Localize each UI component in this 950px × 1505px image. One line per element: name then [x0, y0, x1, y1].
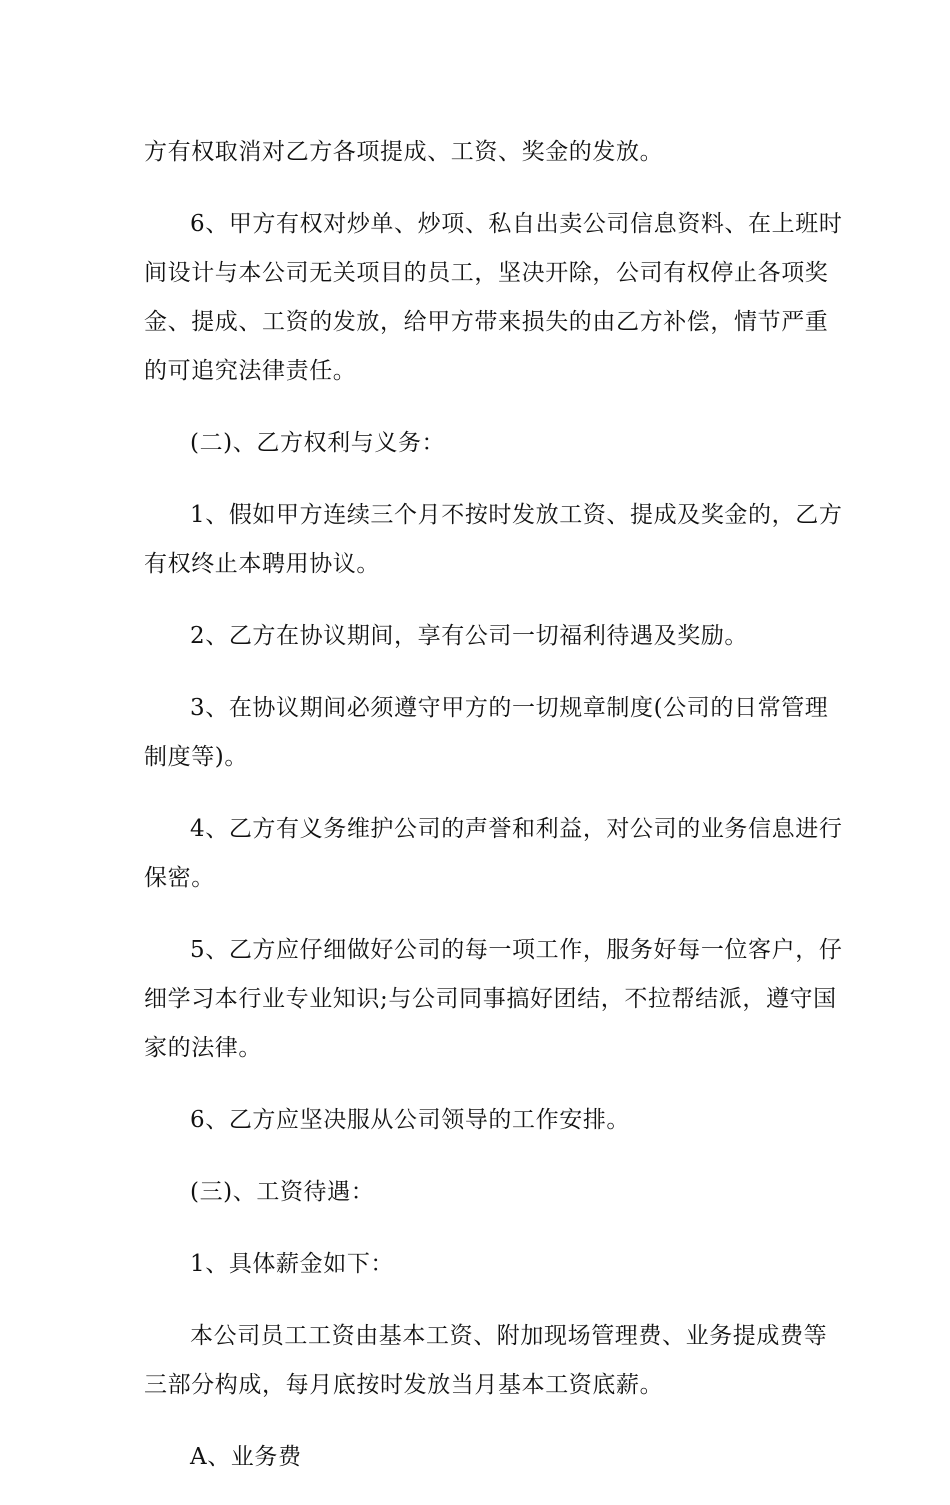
document-paragraph: [144, 1168, 808, 1217]
paragraph-line: 3、在协议期间必须遵守甲方的一切规章制度(公司的日常管理: [190, 695, 829, 721]
document-paragraph: [144, 612, 808, 661]
document-paragraph: [144, 1096, 808, 1145]
paragraph-line: 1、假如甲方连续三个月不按时发放工资、提成及奖金的，乙方: [190, 502, 843, 528]
document-paragraph: [144, 1433, 808, 1482]
document-body: [144, 128, 843, 1505]
document-paragraph: [144, 926, 843, 1073]
paragraph-line: 家的法律。: [144, 1035, 262, 1061]
document-paragraph: [144, 805, 843, 903]
document-paragraph: [144, 128, 808, 177]
paragraph-line: 制度等)。: [144, 744, 248, 770]
paragraph-line: 三部分构成，每月底按时发放当月基本工资底薪。: [144, 1372, 664, 1398]
paragraph-line: A、业务费: [190, 1444, 302, 1470]
document-paragraph: [144, 1240, 808, 1289]
paragraph-line: 6、乙方应坚决服从公司领导的工作安排。: [190, 1107, 631, 1133]
paragraph-line: 方有权取消对乙方各项提成、工资、奖金的发放。: [144, 139, 664, 165]
paragraph-line: 间设计与本公司无关项目的员工，坚决开除，公司有权停止各项奖: [144, 260, 829, 286]
paragraph-line: 本公司员工工资由基本工资、附加现场管理费、业务提成费等: [190, 1323, 828, 1349]
document-paragraph: [144, 200, 843, 396]
paragraph-line: 细学习本行业专业知识;与公司同事搞好团结，不拉帮结派，遵守国: [144, 986, 837, 1012]
paragraph-line: 金、提成、工资的发放，给甲方带来损失的由乙方补偿，情节严重: [144, 309, 829, 335]
paragraph-line: 4、乙方有义务维护公司的声誉和利益，对公司的业务信息进行: [190, 816, 843, 842]
paragraph-line: (二)、乙方权利与义务：: [190, 430, 446, 456]
paragraph-line: 有权终止本聘用协议。: [144, 551, 380, 577]
document-paragraph: [144, 684, 829, 782]
paragraph-line: 的可追究法律责任。: [144, 358, 357, 384]
document-paragraph: [144, 419, 808, 468]
document-paragraph: [144, 491, 843, 589]
document-paragraph: [144, 1312, 828, 1410]
paragraph-line: 6、甲方有权对炒单、炒项、私自出卖公司信息资料、在上班时: [190, 211, 843, 237]
paragraph-line: (三)、工资待遇：: [190, 1179, 375, 1205]
paragraph-line: 1、具体薪金如下：: [190, 1251, 395, 1277]
paragraph-line: 2、乙方在协议期间，享有公司一切福利待遇及奖励。: [190, 623, 749, 649]
paragraph-line: 保密。: [144, 865, 215, 891]
paragraph-line: 5、乙方应仔细做好公司的每一项工作，服务好每一位客户，仔: [190, 937, 843, 963]
